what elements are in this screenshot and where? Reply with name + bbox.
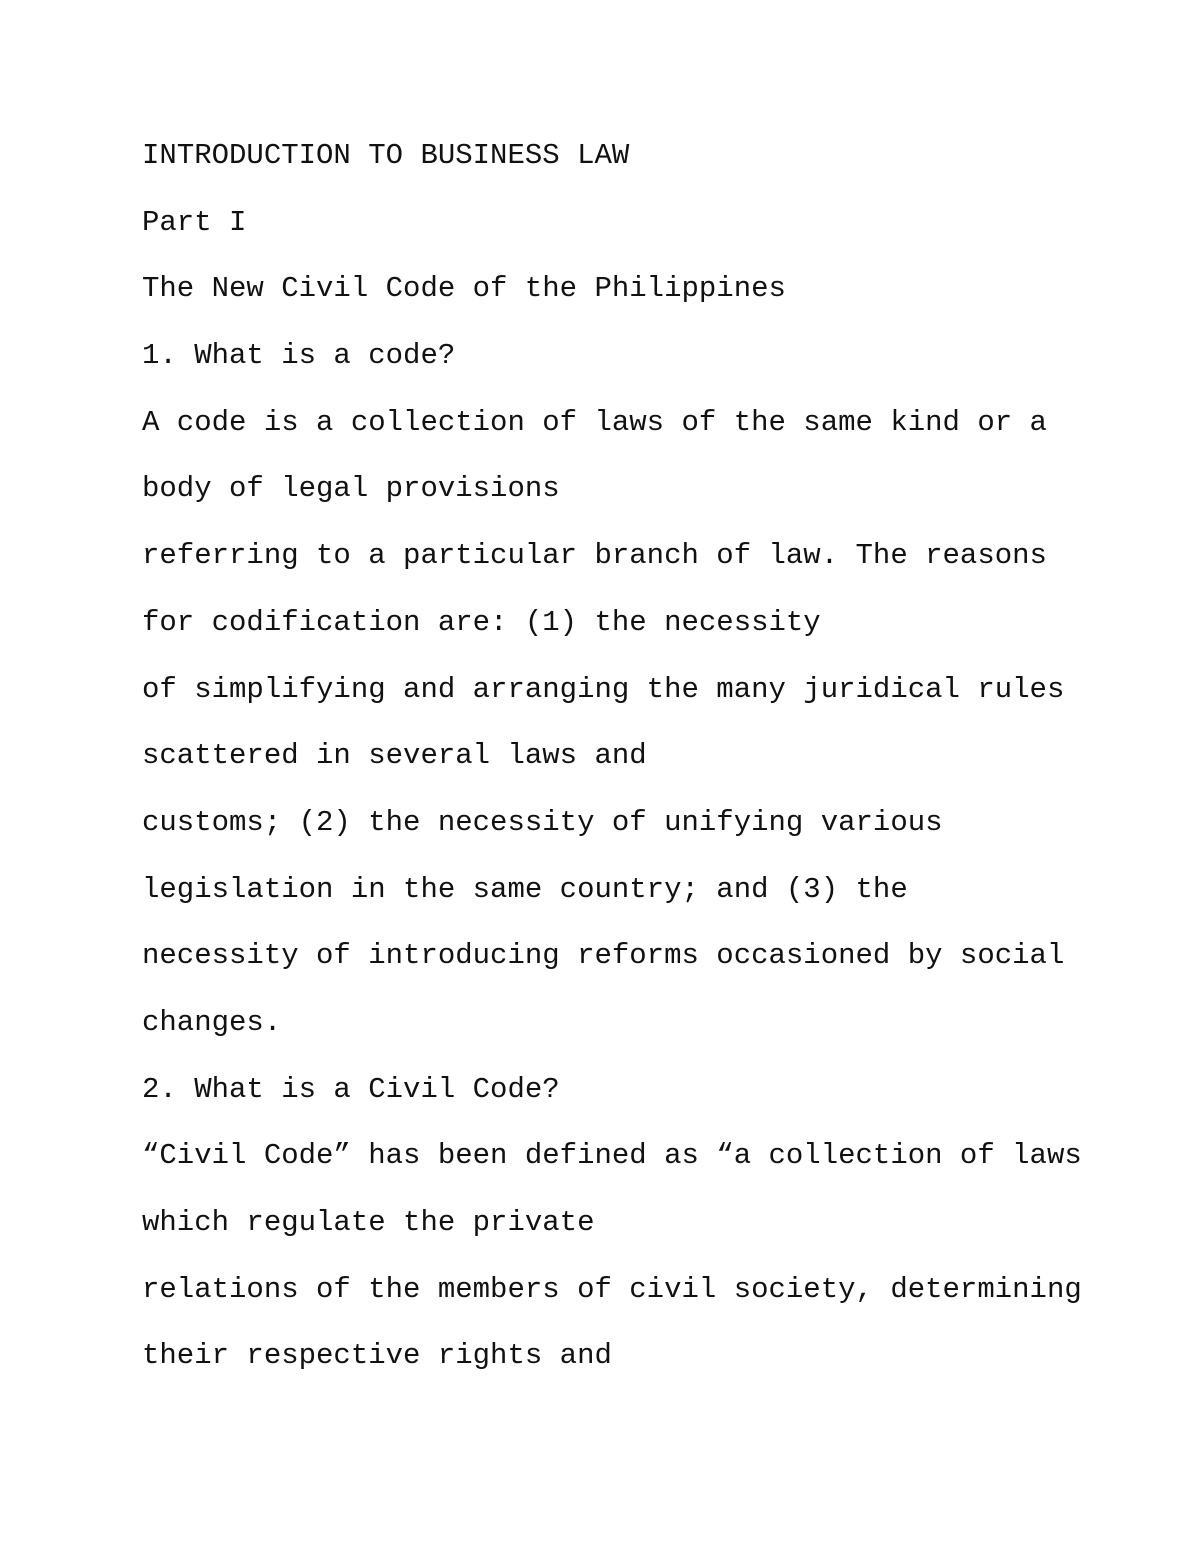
body-line: legislation in the same country; and (3) the xyxy=(142,872,908,906)
body-line: their respective rights and xyxy=(142,1339,612,1373)
body-line: referring to a particular branch of law. The reasons xyxy=(142,539,1047,573)
body-line: relations of the members of civil society, determining xyxy=(142,1272,1082,1306)
body-line: changes. xyxy=(142,1005,282,1039)
body-line: “Civil Code” has been defined as “a collection of laws xyxy=(142,1139,1082,1173)
document-body xyxy=(142,136,1102,1403)
question-2: 2. What is a Civil Code? xyxy=(142,1072,560,1106)
part-heading: Part I xyxy=(142,205,247,239)
section-heading: The New Civil Code of the Philippines xyxy=(142,272,786,306)
body-line: necessity of introducing reforms occasioned by social xyxy=(142,939,1065,973)
body-line: of simplifying and arranging the many juridical rules xyxy=(142,672,1065,706)
body-line: customs; (2) the necessity of unifying various xyxy=(142,805,943,839)
body-line: A code is a collection of laws of the same kind or a xyxy=(142,405,1047,439)
body-line: for codification are: (1) the necessity xyxy=(142,605,821,639)
body-line: scattered in several laws and xyxy=(142,739,647,773)
document-title: INTRODUCTION TO BUSINESS LAW xyxy=(142,139,630,172)
question-1: 1. What is a code? xyxy=(142,339,456,373)
body-line: body of legal provisions xyxy=(142,472,560,506)
body-line: which regulate the private xyxy=(142,1206,595,1239)
